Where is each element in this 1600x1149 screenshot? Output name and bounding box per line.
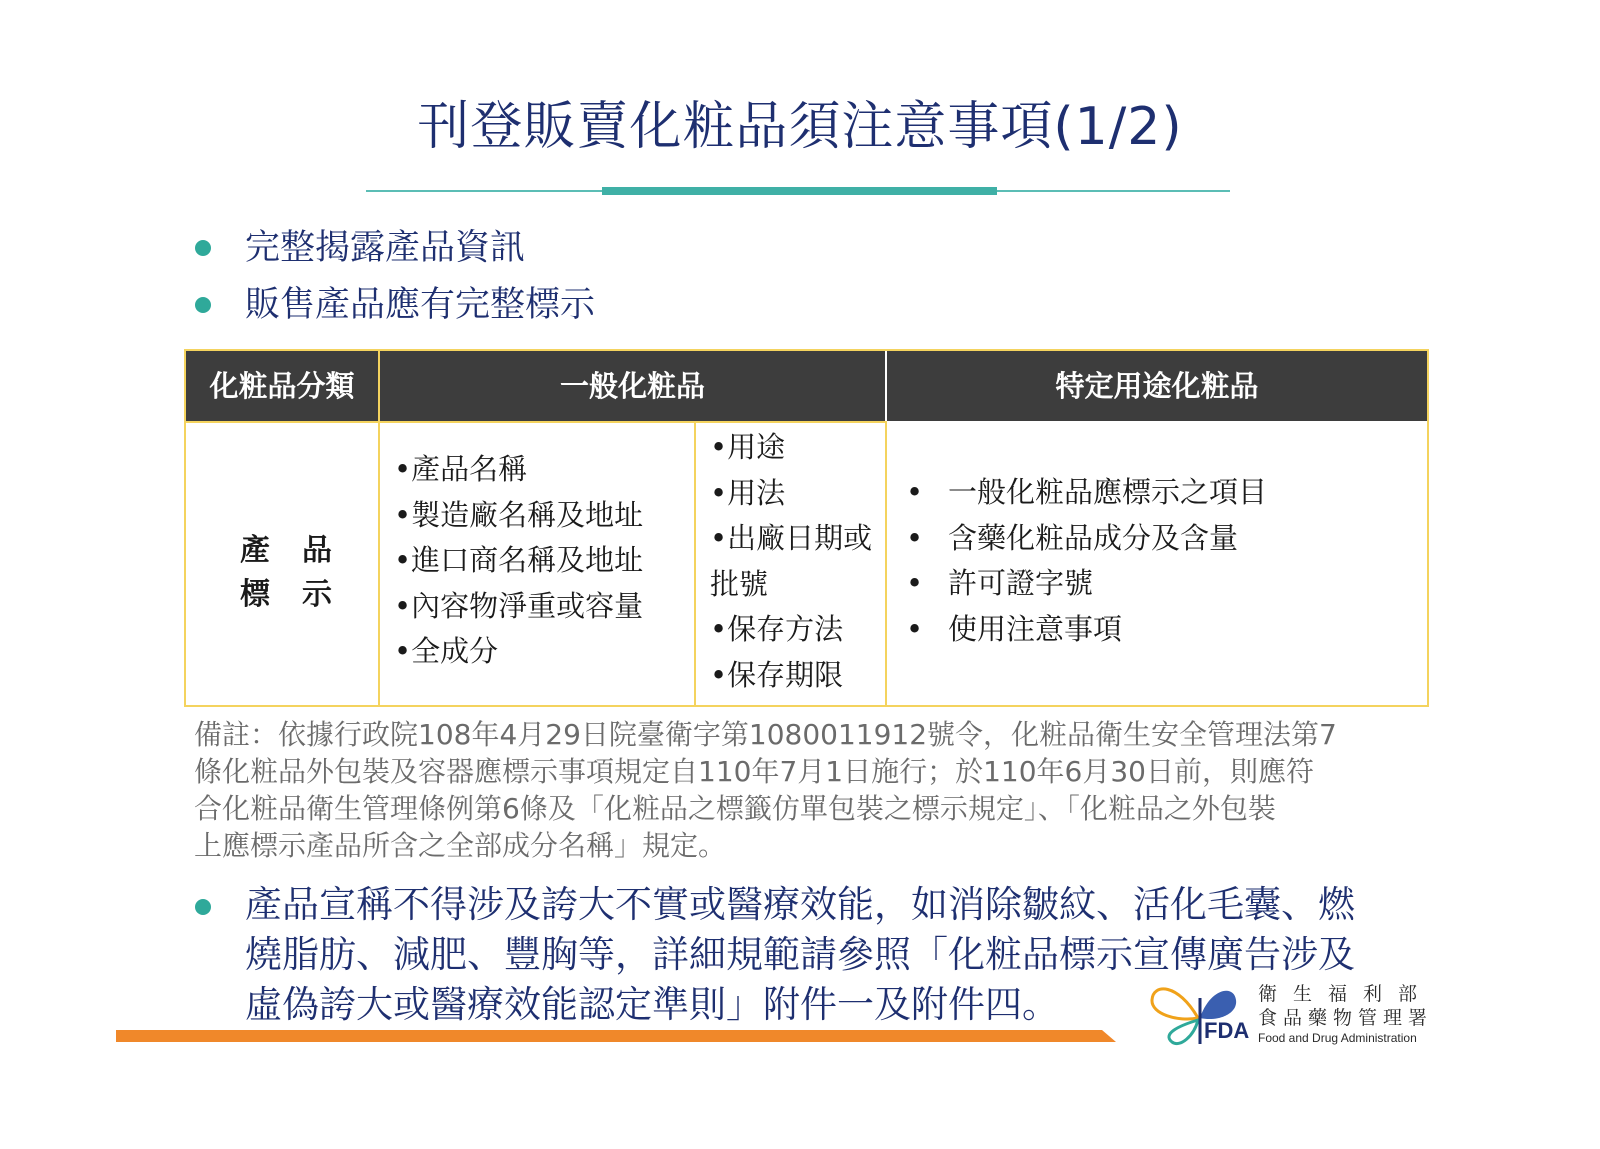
list-item bbox=[906, 516, 1267, 562]
list-item: •保存期限 bbox=[710, 657, 844, 692]
column-divider bbox=[694, 421, 696, 705]
bullet-dot-icon bbox=[195, 240, 211, 256]
bullet-text: 販售產品應有完整標示 bbox=[245, 285, 596, 325]
category-char: 品 bbox=[302, 533, 332, 568]
note-line: 合化粧品衛生管理條例第6條及「化粧品之標籤仿單包裝之標示規定」、「化粧品之外包裝 bbox=[194, 792, 1276, 825]
list-item bbox=[906, 607, 1267, 653]
claim-line: 虛偽誇大或醫療效能認定準則」附件一及附件四。 bbox=[245, 983, 1059, 1026]
list-item: •出廠日期或 bbox=[710, 521, 873, 555]
list-item: •全成分 bbox=[394, 634, 499, 668]
page-title: 刊登販賣化粧品須注意事項(1/2) bbox=[417, 97, 1183, 157]
list-item bbox=[906, 561, 1267, 607]
list-item: •用途 bbox=[710, 430, 786, 464]
bullet-dot-icon bbox=[195, 899, 211, 915]
bullet-dot-icon bbox=[195, 297, 211, 313]
note-line: 上應標示產品所含之全部成分名稱」規定。 bbox=[194, 829, 727, 862]
fda-logo bbox=[1148, 978, 1448, 1048]
specific-items-list bbox=[906, 470, 1267, 652]
logo-agency-name: 食品藥物管理署 bbox=[1258, 1007, 1434, 1029]
logo-english-name: Food and Drug Administration bbox=[1258, 1031, 1417, 1045]
title-underline-accent bbox=[602, 187, 997, 195]
category-char: 產 bbox=[240, 533, 270, 568]
list-item-text: 許可證字號 bbox=[948, 566, 1094, 600]
list-item-text: 含藥化粧品成分及含量 bbox=[948, 520, 1239, 555]
footer-bar bbox=[116, 1030, 1116, 1042]
column-divider bbox=[885, 421, 887, 705]
claim-line: 產品宣稱不得涉及誇大不實或醫療效能，如消除皺紋、活化毛囊、燃 bbox=[245, 883, 1355, 926]
logo-ministry-name: 衛生福利部 bbox=[1258, 983, 1434, 1005]
list-bullet: • bbox=[906, 520, 924, 555]
category-char: 示 bbox=[302, 577, 332, 612]
list-item-text: 使用注意事項 bbox=[948, 611, 1123, 646]
note-line: 備註：依據行政院108年4月29日院臺衛字第1080011912號令，化粧品衛生安全管理法第7 bbox=[194, 718, 1337, 751]
list-item bbox=[906, 470, 1267, 516]
remark-note bbox=[194, 716, 1424, 864]
category-cell-product-label bbox=[186, 423, 380, 705]
list-bullet: • bbox=[906, 475, 924, 509]
list-item: •產品名稱 bbox=[394, 452, 528, 486]
table-header-category: 化粧品分類 bbox=[186, 351, 378, 421]
table-header-general: 一般化粧品 bbox=[380, 351, 885, 421]
bullet-text: 完整揭露產品資訊 bbox=[245, 228, 526, 268]
labeling-table bbox=[184, 349, 1429, 707]
list-item: •用法 bbox=[710, 475, 786, 510]
table-header-specific: 特定用途化粧品 bbox=[887, 351, 1427, 421]
general-items-list-2 bbox=[710, 425, 872, 698]
category-char: 標 bbox=[240, 577, 270, 612]
logo-fda-text: FDA bbox=[1204, 1018, 1250, 1043]
list-item: 批號 bbox=[710, 566, 769, 601]
list-bullet: • bbox=[906, 566, 924, 600]
claim-line: 燒脂肪、減肥、豐胸等，詳細規範請參照「化粧品標示宣傳廣告涉及 bbox=[245, 933, 1355, 976]
list-item: •進口商名稱及地址 bbox=[394, 543, 644, 577]
list-item: •內容物淨重或容量 bbox=[394, 588, 644, 623]
note-line: 條化粧品外包裝及容器應標示事項規定自110年7月1日施行；於110年6月30日前，則應符 bbox=[194, 755, 1314, 788]
list-item: •製造廠名稱及地址 bbox=[394, 497, 644, 532]
list-item-text: 一般化粧品應標示之項目 bbox=[948, 475, 1268, 509]
general-items-list-1 bbox=[394, 447, 643, 675]
list-bullet: • bbox=[906, 611, 924, 646]
list-item: •保存方法 bbox=[710, 612, 844, 646]
